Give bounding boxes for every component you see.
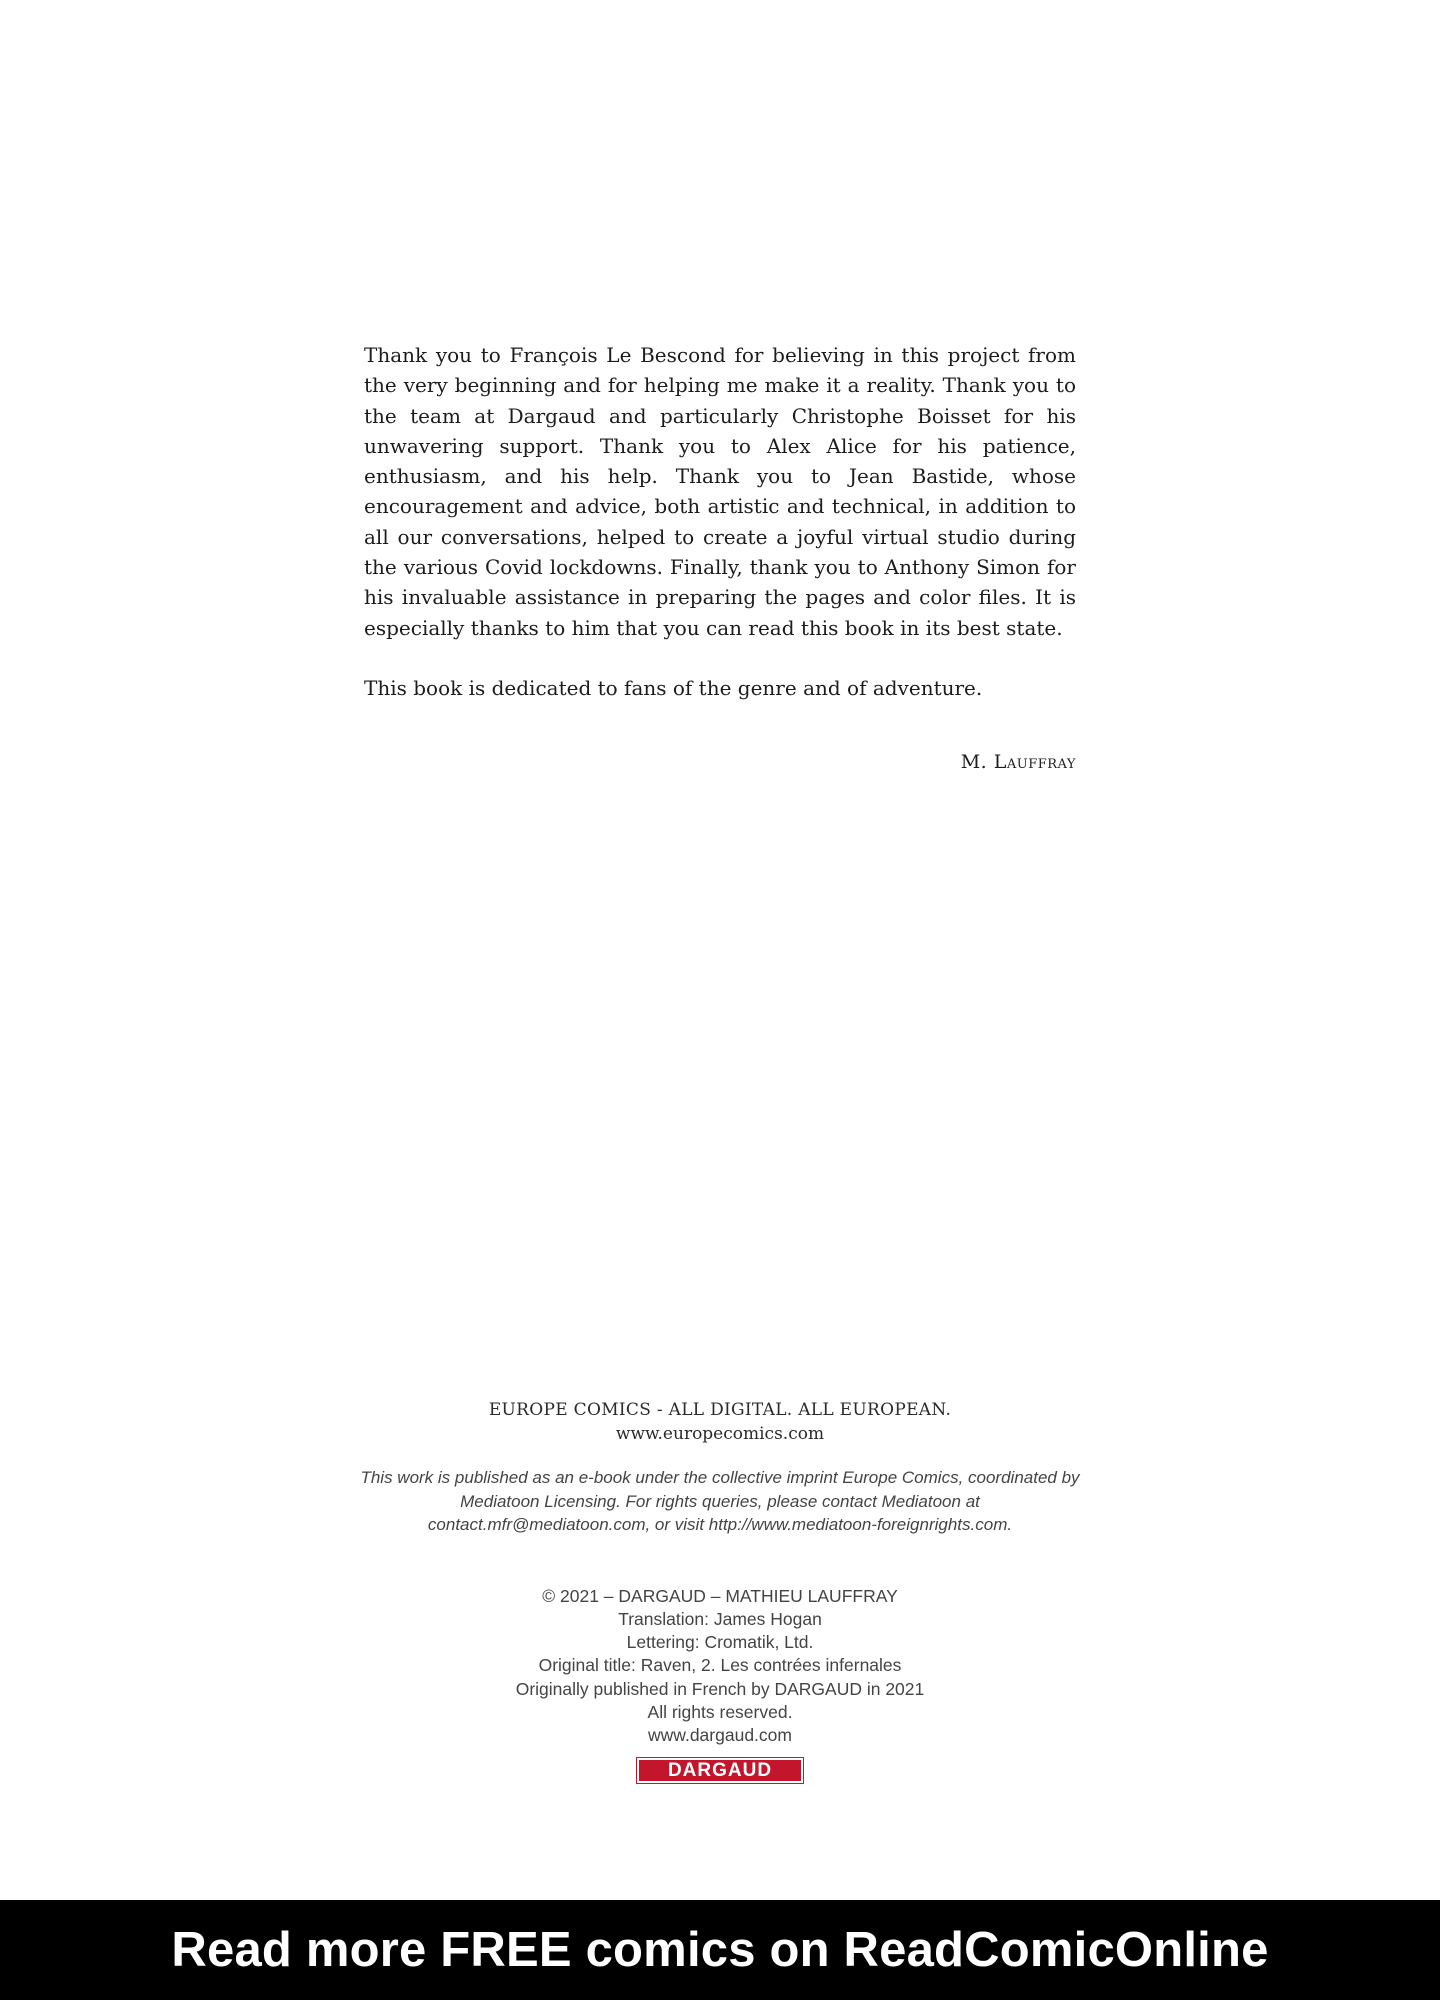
promo-banner-text[interactable]: Read more FREE comics on ReadComicOnline [171,1923,1269,1977]
rights-line: All rights reserved. [647,1701,793,1722]
author-signature: M. Lauffray [960,751,1076,774]
dedication-text: This book is dedicated to fans of the genre and of adventure. [364,675,983,700]
rights-line: © 2021 – DARGAUD – MATHIEU LAUFFRAY [542,1585,898,1606]
dargaud-logo: DARGAUD [637,1758,803,1783]
logo-wrapper [320,1758,1120,1783]
promo-banner[interactable] [0,1900,1440,2000]
rights-line: Originally published in French by DARGAUD in 2021 [515,1678,925,1699]
rights-line: Original title: Raven, 2. Les contrées infernales [538,1655,902,1676]
acknowledgments-paragraph: Thank you to François Le Bescond for believing in this project from the very beginning and for helping me make it a reality. Thank you to the team at Dargaud and particularly Christophe Boisset for his unwavering support. Thank you to Alex Alice for his patience, enthusiasm, and his help. Thank you to Jean Bastide, whose encouragement and advice, both artistic and technical, in addition to all our conversations, helped to create a joyful virtual studio during the various Covid lockdowns. Finally, thank you to Anthony Simon for his invaluable assistance in preparing the pages and color files. It is especially thanks to him that you can read this book in its best state. [364,343,1076,640]
rights-block [320,1585,1120,1748]
acknowledgments-section [364,340,1076,773]
rights-line: Lettering: Cromatik, Ltd. [626,1632,814,1653]
rights-line: www.dargaud.com [648,1725,792,1746]
rights-line: Translation: James Hogan [618,1608,822,1629]
credits-section [320,1398,1120,1783]
imprint-note: This work is published as an e-book under the collective imprint Europe Comics, coordinated by Mediatoon Licensing. For rights queries, please contact Mediatoon at contact.mfr@mediatoon.com, or visit http://www.mediatoon-foreignrights.com. [360,1468,1080,1534]
europe-comics-url: www.europecomics.com [615,1424,825,1444]
europe-comics-tagline: EUROPE COMICS - ALL DIGITAL. ALL EUROPEAN. [488,1400,952,1420]
